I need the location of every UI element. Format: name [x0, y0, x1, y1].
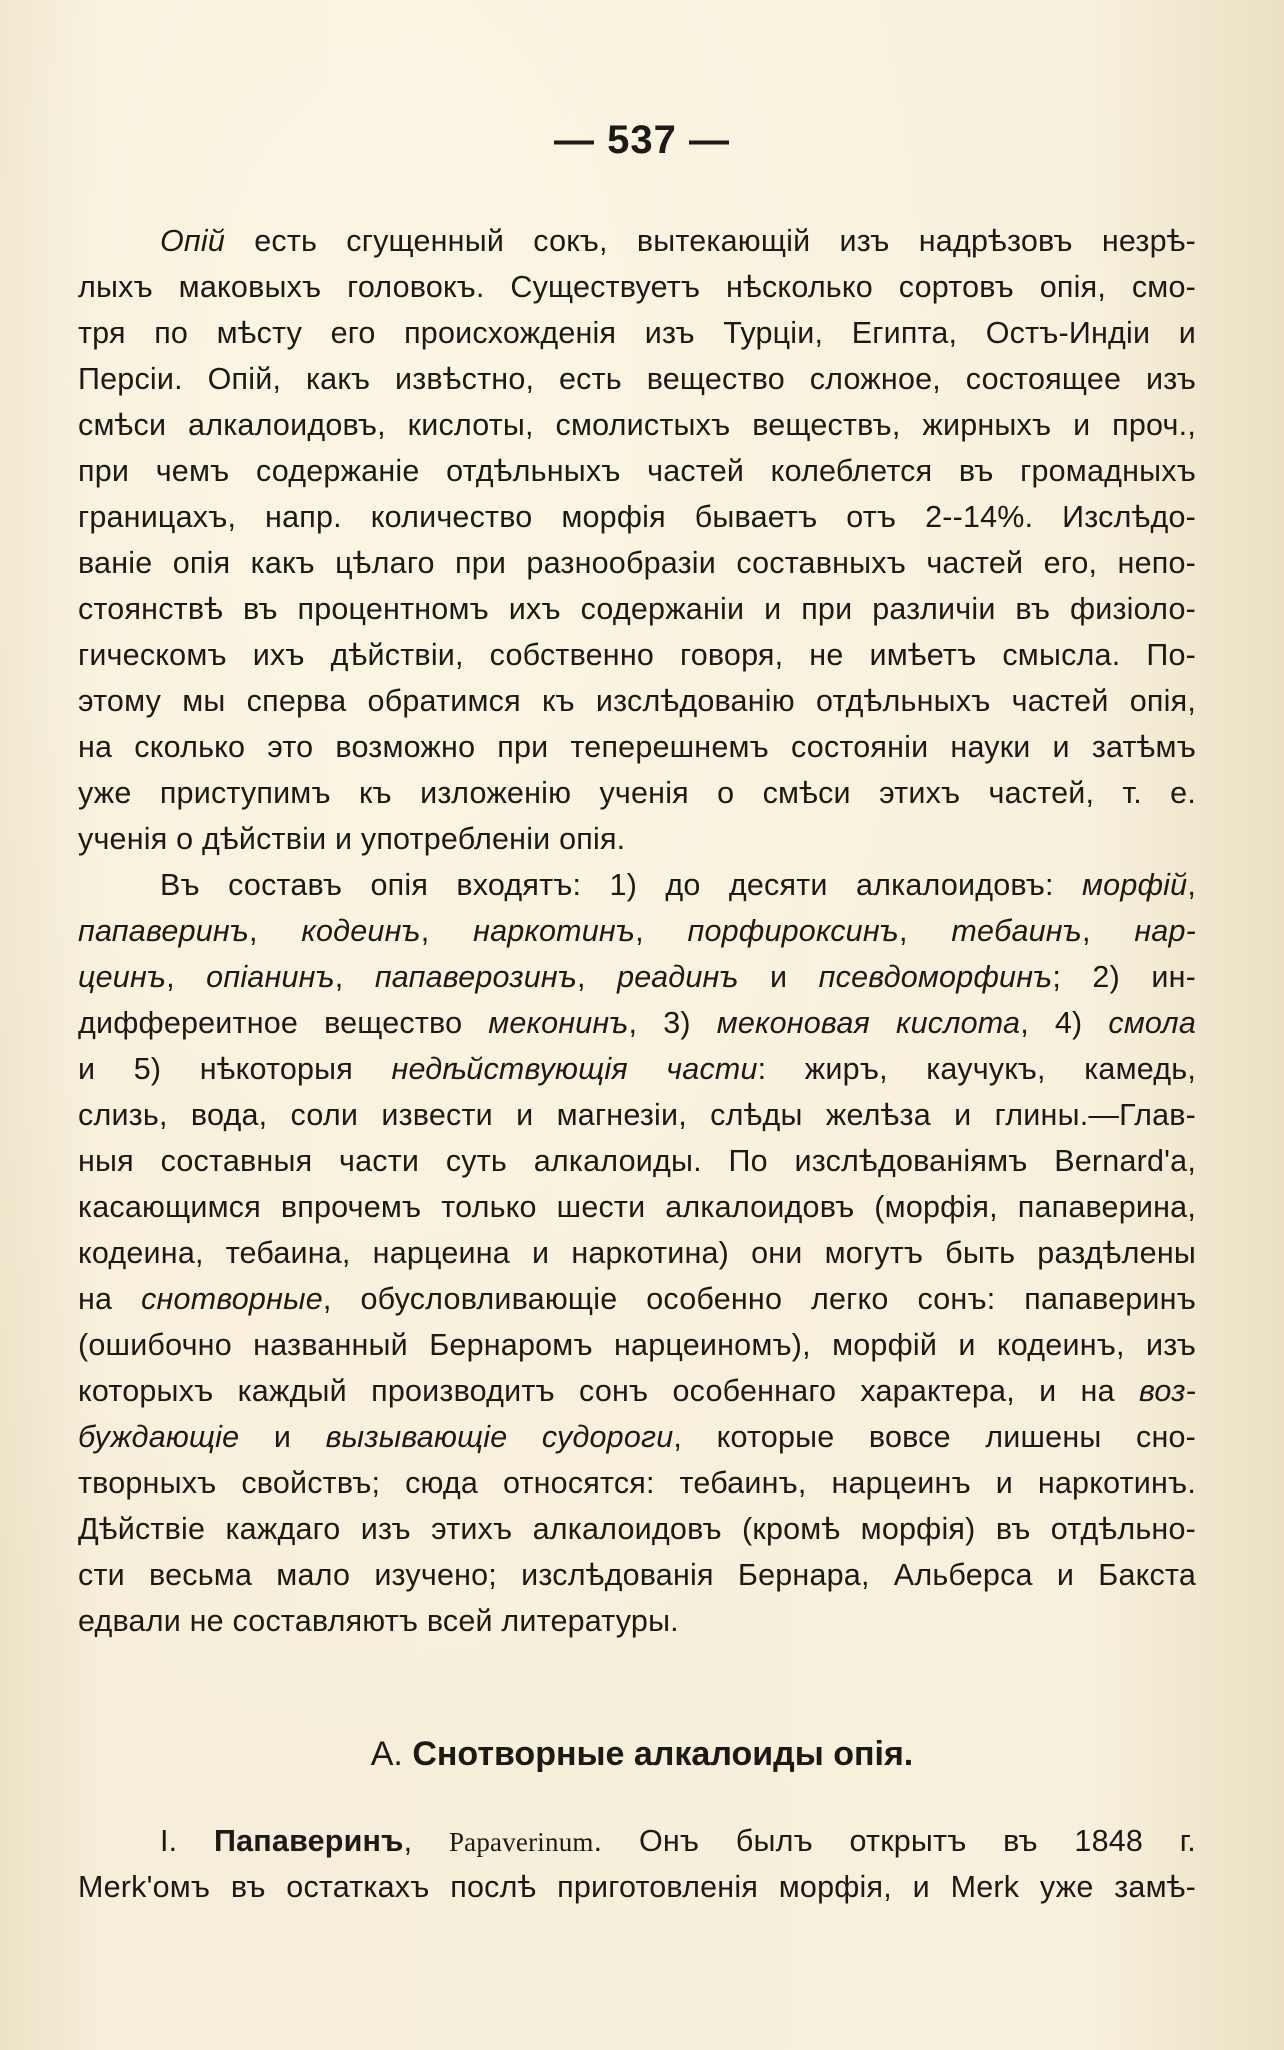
text-line: ныя составныя части суть алкалоиды. По изслѣдованіямъ Bernard'a, [78, 1144, 1196, 1178]
text-line: и 5) нѣкоторыя недѣйствующія части: жиръ, каучукъ, камедь, [78, 1052, 1196, 1086]
text-line: цеинъ, опіанинъ, папаверозинъ, реадинъ и псевдоморфинъ; 2) ин- [78, 960, 1196, 994]
text-line: творныхъ свойствъ; сюда относятся: тебаинъ, нарцеинъ и наркотинъ. [78, 1466, 1196, 1500]
text-line: буждающіе и вызывающіе судороги, которые вовсе лишены сно- [78, 1420, 1197, 1454]
text-line: ваніе опія какъ цѣлаго при разнообразіи составныхъ частей его, непо- [78, 546, 1196, 580]
text-line: слизь, вода, соли извести и магнезіи, слѣды желѣза и глины.—Глав- [78, 1098, 1196, 1132]
term-italic: Опій [160, 224, 226, 258]
text-line: лыхъ маковыхъ головокъ. Существуетъ нѣсколько сортовъ опія, смо- [78, 270, 1196, 304]
text-line: тря по мѣсту его происхожденія изъ Турціи, Египта, Остъ-Индіи и [78, 316, 1196, 350]
text-line: при чемъ содержаніе отдѣльныхъ частей колеблется въ громадныхъ [78, 454, 1196, 488]
text-line: едвали не составляютъ всей литературы. [78, 1604, 679, 1638]
text-line: Опій есть сгущенный сокъ, вытекающій изъ надрѣзовъ незрѣ- [160, 224, 1196, 258]
section-title: Снотворные алкалоиды опія. [412, 1735, 914, 1773]
paragraph-papaverine [78, 1818, 1196, 1910]
text-line: на сколько это возможно при теперешнемъ состояніи науки и затѣмъ [78, 730, 1196, 764]
text-line: Дѣйствіе каждаго изъ этихъ алкалоидовъ (кромѣ морфія) въ отдѣльно- [78, 1512, 1196, 1546]
text-line: кодеина, тебаина, нарцеина и наркотина) они могутъ быть раздѣлены [78, 1236, 1196, 1270]
text-line: уже приступимъ къ изложенію ученія о смѣси этихъ частей, т. е. [78, 776, 1196, 810]
body-text [78, 218, 1196, 1644]
section-letter: А. [370, 1735, 403, 1773]
text-line: гическомъ ихъ дѣйствіи, собственно говоря, не имѣетъ смысла. По- [78, 638, 1196, 672]
text-line: Персіи. Опій, какъ извѣстно, есть вещество сложное, состоящее изъ [78, 362, 1196, 396]
text-line: этому мы сперва обратимся къ изслѣдованію отдѣльныхъ частей опія, [78, 684, 1196, 718]
text-line: на снотворные, обусловливающіе особенно легко сонъ: папаверинъ [78, 1282, 1196, 1316]
text-line: касающимся впрочемъ только шести алкалоидовъ (морфія, папаверина, [78, 1190, 1196, 1224]
text-line: стоянствѣ въ процентномъ ихъ содержаніи и при различіи въ физіоло- [78, 592, 1196, 626]
text-line: папаверинъ, кодеинъ, наркотинъ, порфироксинъ, тебаинъ, нар- [78, 914, 1196, 948]
text-line: границахъ, напр. количество морфія бываетъ отъ 2--14%. Изслѣдо- [78, 500, 1196, 534]
page-number: — 537 — [554, 118, 730, 162]
text-line: Merk'омъ въ остаткахъ послѣ приготовленія морфія, и Merk уже замѣ- [78, 1870, 1196, 1904]
section-heading [0, 1735, 1284, 1774]
text-line: I. Папаверинъ, Papaverinum. Онъ былъ открытъ въ 1848 г. [160, 1824, 1196, 1858]
text-line: ученія о дѣйствіи и употребленіи опія. [78, 822, 626, 856]
text-line: которыхъ каждый производитъ сонъ особеннаго характера, и на воз- [78, 1374, 1196, 1408]
text-line: диффереитное вещество меконинъ, 3) меконовая кислота, 4) смола [78, 1006, 1196, 1040]
text-line: смѣси алкалоидовъ, кислоты, смолистыхъ веществъ, жирныхъ и проч., [78, 408, 1196, 442]
text-line: Въ составъ опія входятъ: 1) до десяти алкалоидовъ: морфій, [160, 868, 1196, 902]
text-line: (ошибочно названный Бернаромъ нарцеиномъ), морфій и кодеинъ, изъ [78, 1328, 1196, 1362]
paragraph-opium-composition [78, 862, 1196, 1644]
text-line: сти весьма мало изучено; изслѣдованія Бернара, Альберса и Бакста [78, 1558, 1196, 1592]
paragraph-opium-intro [78, 218, 1196, 862]
